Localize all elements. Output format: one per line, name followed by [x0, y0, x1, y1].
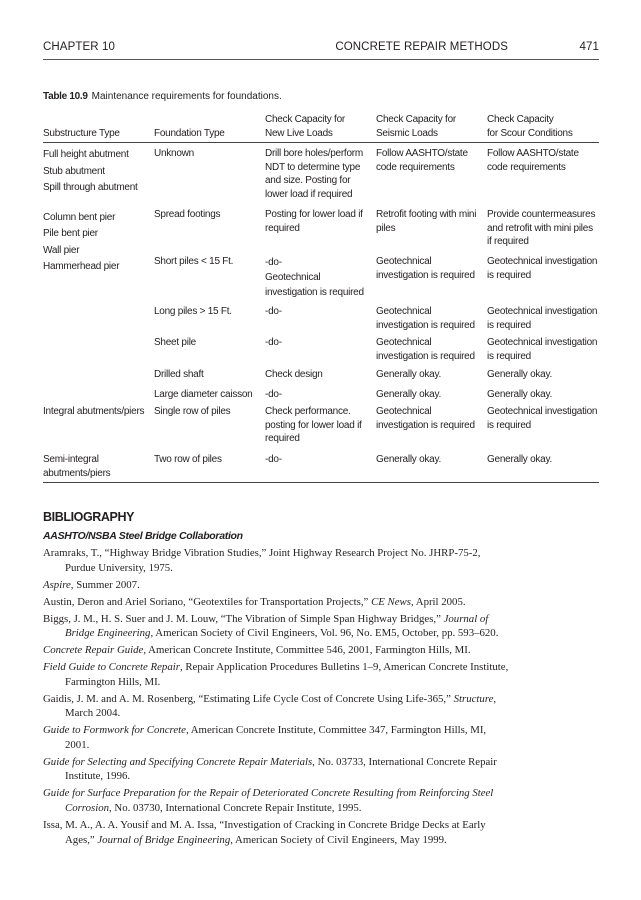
table-cell: Column bent pier Pile bent pier Wall pier Hammerhead pier [43, 212, 120, 272]
bibliography-entry: Gaidis, J. M. and A. M. Rosenberg, “Estimating Life Cycle Cost of Concrete Using Life-365,” Structure, March 2004. [43, 692, 497, 720]
table-cell: Check performance. posting for lower load if required [265, 406, 362, 444]
bibliography-entry: Austin, Deron and Ariel Soriano, “Geotextiles for Transportation Projects,” CE News, April 2005. [43, 595, 466, 608]
table-cell: Two row of piles [154, 454, 222, 465]
table-cell: Generally okay. [487, 389, 552, 400]
bibliography-list [43, 546, 513, 850]
table-cell: Semi-integral abutments/piers [43, 454, 111, 479]
bibliography-entry: Biggs, J. M., H. S. Suer and J. M. Louw, “The Vibration of Simple Span Highway Bridges,” Journal of Bridge Engineering, American Society of Civil Engineers, Vol. 96, No. EM5, October, pp. 593–620. [43, 612, 499, 640]
column-header-foundation: Foundation Type [154, 128, 225, 139]
section-title: CONCRETE REPAIR METHODS [335, 41, 508, 53]
table-cell: -do- [265, 454, 282, 465]
table-cell: Drill bore holes/perform NDT to determine type and size. Posting for lower load if required [265, 148, 363, 200]
chapter-label: CHAPTER 10 [43, 41, 115, 53]
bibliography-entry: Issa, M. A., A. A. Yousif and M. A. Issa, “Investigation of Cracking in Concrete Bridge Decks at Early Ages,” Journal of Bridge Engineering, American Society of Civil Engineers, May 1999. [43, 819, 486, 846]
table-cell: Large diameter caisson [154, 389, 253, 400]
table-caption-text: Maintenance requirements for foundations. [91, 91, 282, 102]
bibliography-entry: Field Guide to Concrete Repair, Repair Application Procedures Bulletins 1–9, American Concrete Institute, Farmington Hills, MI. [43, 661, 509, 688]
table-cell: Integral abutments/piers [43, 406, 145, 417]
table-cell: Short piles < 15 Ft. [154, 256, 234, 267]
table-cell: Geotechnical investigation is required [376, 337, 475, 362]
table-cell: Posting for lower load if required [265, 209, 363, 234]
table-cell: Geotechnical investigation is required [487, 256, 598, 281]
table-cell: Follow AASHTO/state code requirements [487, 148, 579, 173]
table-cell: Geotechnical investigation is required [376, 256, 475, 281]
table-number: Table 10.9 [43, 91, 88, 102]
column-header-live-loads: Check Capacity for New Live Loads [265, 114, 345, 139]
page-number: 471 [579, 41, 599, 53]
bibliography-entry: Aramraks, T., “Highway Bridge Vibration Studies,” Joint Highway Research Project No. JHRP-75-2, Purdue University, 1975. [43, 547, 481, 574]
table-cell: -do- [265, 306, 282, 317]
column-header-scour: Check Capacity for Scour Conditions [487, 114, 573, 139]
table-cell: -do- [265, 337, 282, 348]
table-cell: Single row of piles [154, 406, 231, 417]
table-cell: Provide countermeasures and retrofit with mini piles if required [487, 209, 596, 247]
bibliography-entry: Guide for Surface Preparation for the Repair of Deteriorated Concrete Resulting from Reinforcing Steel Corrosion, No. 03730, International Concrete Repair Institute, 1995. [43, 787, 494, 815]
table-cell: Retrofit footing with mini piles [376, 209, 477, 234]
table-cell: Drilled shaft [154, 369, 204, 380]
table-cell: Geotechnical investigation is required [376, 406, 475, 431]
table-cell: Generally okay. [487, 454, 552, 465]
bibliography-entry: Guide to Formwork for Concrete, American Concrete Institute, Committee 347, Farmington Hills, MI, 2001. [43, 724, 487, 751]
table-cell: Generally okay. [376, 454, 441, 465]
table-cell: -do- [265, 389, 282, 400]
column-header-seismic: Check Capacity for Seismic Loads [376, 114, 456, 139]
table-cell: Generally okay. [376, 389, 441, 400]
bibliography-heading: BIBLIOGRAPHY [43, 510, 135, 524]
table-cell: Geotechnical investigation is required [487, 406, 598, 431]
table-cell: Geotechnical investigation is required [487, 306, 598, 331]
table-cell: Geotechnical investigation is required [487, 337, 598, 362]
table-cell: Full height abutment Stub abutment Spill through abutment [43, 149, 138, 193]
table-cell: Follow AASHTO/state code requirements [376, 148, 468, 173]
column-header-substructure: Substructure Type [43, 128, 120, 139]
table-cell: Spread footings [154, 209, 221, 220]
bibliography-entry: Concrete Repair Guide, American Concrete Institute, Committee 546, 2001, Farmington Hills, MI. [43, 644, 471, 657]
bibliography-subheading: AASHTO/NSBA Steel Bridge Collaboration [43, 530, 243, 542]
bibliography-entry: Aspire, Summer 2007. [43, 578, 140, 591]
table-cell: Long piles > 15 Ft. [154, 306, 232, 317]
bibliography-entry: Guide for Selecting and Specifying Concrete Repair Materials, No. 03733, International Concrete Repair Institute, 1996. [43, 755, 497, 783]
table-cell: Check design [265, 369, 323, 380]
table-cell: Geotechnical investigation is required [376, 306, 475, 331]
table-cell: Generally okay. [376, 369, 441, 380]
table-cell: Generally okay. [487, 369, 552, 380]
table-cell: Unknown [154, 148, 194, 159]
table-cell: Sheet pile [154, 337, 196, 348]
table-cell: -do- Geotechnical investigation is required [265, 257, 364, 298]
